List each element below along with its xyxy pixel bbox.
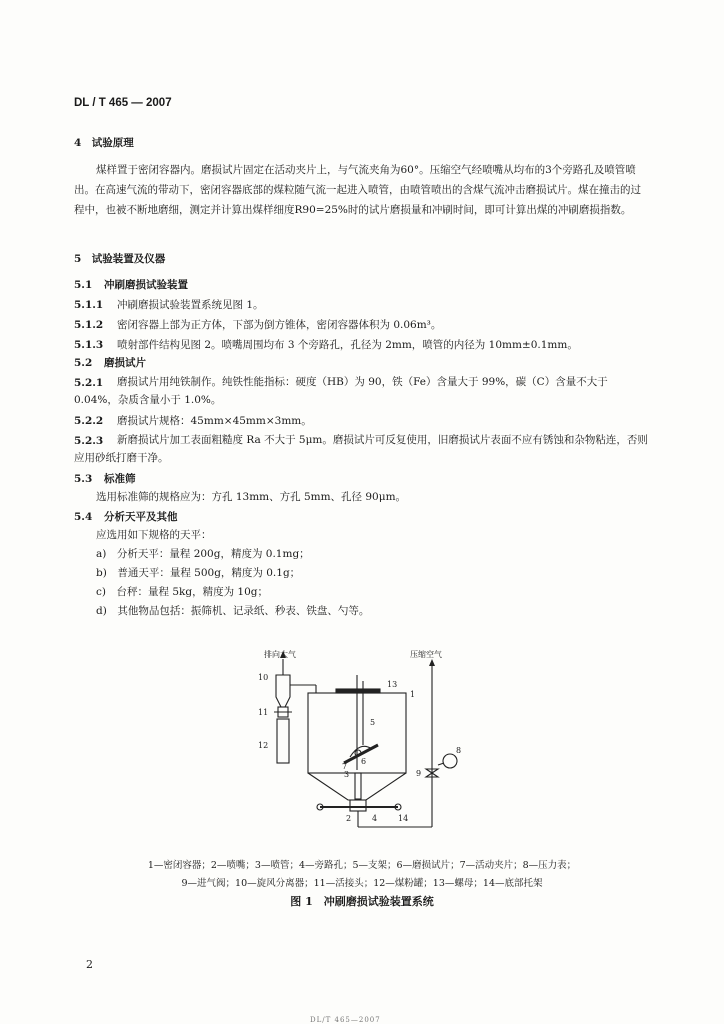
part-number-1: 1 — [410, 690, 416, 699]
page-number: 2 — [86, 958, 93, 971]
part-number-13: 13 — [387, 680, 398, 689]
nozzle-shape — [350, 800, 366, 811]
part-number-5: 5 — [370, 718, 376, 727]
part-number-9: 9 — [416, 769, 422, 778]
part-number-14: 14 — [398, 814, 409, 823]
nut-plate-shape — [336, 689, 380, 693]
list-item-a: a) 分析天平：量程 200g，精度为 0.1mg； — [96, 548, 310, 560]
section-5-3-number: 5.3 — [74, 473, 93, 485]
section-5-1-title: 冲刷磨损试验装置 — [104, 279, 188, 291]
part-number-10: 10 — [258, 673, 269, 682]
figure-1-diagram — [250, 645, 480, 850]
figure-legend-line-1: 1—密闭容器；2—喷嘴；3—喷管；4—旁路孔；5—支架；6—磨损试片；7—活动夹片；8—压力表； — [147, 860, 577, 871]
section-4-title: 4 试验原理 — [74, 137, 134, 149]
section-5-2-number: 5.2 — [74, 357, 93, 369]
label-exhaust: 排向大气 — [264, 650, 296, 659]
part-number-7: 7 — [342, 762, 348, 771]
section-4-paragraph: 煤样置于密闭容器内。磨损试片固定在活动夹片上，与气流夹角为60°。压缩空气经喷嘴从均布的3个旁路孔及喷管喷出。在高速气流的带动下，密闭容器底部的煤粒随气流一起进入喷管，由喷管喷出的含煤气流冲击磨损试片。煤在撞击的过程中，也被不断地磨细，测定并计算出煤样细度R90=25%时的试片磨损量和冲刷时间，即可计算出煤的冲刷磨损指数。 — [74, 164, 641, 216]
clause-5-2-2-text: 磨损试片规格：45mm×45mm×3mm。 — [117, 415, 312, 427]
cyclone-separator-shape — [276, 675, 290, 707]
part-number-8: 8 — [456, 746, 462, 755]
part-number-3: 3 — [344, 770, 350, 779]
coal-tank-shape — [277, 719, 289, 763]
part-number-4: 4 — [372, 814, 378, 823]
section-5-4-intro: 应选用如下规格的天平： — [96, 529, 212, 541]
clause-5-2-2-number: 5.2.2 — [74, 415, 104, 427]
clause-5-1-1-text: 冲刷磨损试验装置系统见图 1。 — [117, 299, 264, 311]
section-5-2-title: 磨损试片 — [104, 357, 146, 369]
label-compressed-air: 压缩空气 — [410, 650, 442, 659]
part-number-12: 12 — [258, 741, 269, 750]
section-5-4-number: 5.4 — [74, 511, 93, 523]
document-id: DL / T 465 — 2007 — [74, 97, 172, 109]
clause-5-2-3-number: 5.2.3 — [74, 435, 104, 447]
part-number-2: 2 — [346, 814, 352, 823]
section-5-1-number: 5.1 — [74, 279, 93, 291]
list-item-b: b) 普通天平：量程 500g，精度为 0.1g； — [96, 567, 301, 579]
list-item-c: c) 台秤：量程 5kg，精度为 10g； — [96, 586, 268, 598]
section-5-4-title: 分析天平及其他 — [104, 511, 178, 523]
section-5-3-text: 选用标准筛的规格应为：方孔 13mm、方孔 5mm、孔径 90μm。 — [96, 491, 407, 503]
section-5-title: 5 试验装置及仪器 — [74, 253, 166, 265]
nozzle-tube-shape — [355, 773, 361, 799]
clause-5-1-1-number: 5.1.1 — [74, 299, 104, 311]
pressure-gauge-shape — [443, 754, 457, 768]
figure-caption: 图 1 冲刷磨损试验装置系统 — [290, 895, 434, 908]
footer-watermark: DL/T 465—2007 — [310, 1016, 381, 1024]
part-number-6: 6 — [361, 757, 367, 766]
clause-5-1-2-text: 密闭容器上部为正方体，下部为倒方锥体，密闭容器体积为 0.06m³。 — [117, 319, 442, 331]
air-arrow-icon — [429, 659, 435, 666]
clause-5-1-3-text: 喷射部件结构见图 2。喷嘴周围均布 3 个旁路孔，孔径为 2mm，喷管的内径为 10mm±0.1mm。 — [117, 339, 578, 351]
clause-5-2-3-text: 新磨损试片加工表面粗糙度 Ra 不大于 5μm。磨损试片可反复使用，旧磨损试片表面不应有锈蚀和杂物粘连，否则应用砂纸打磨干净。 — [74, 434, 648, 464]
list-item-d: d) 其他物品包括：振筛机、记录纸、秒表、铁盘、勺等。 — [96, 605, 370, 617]
clause-5-2-1-text: 磨损试片用纯铁制作。纯铁性能指标：硬度（HB）为 90，铁（Fe）含量大于 99%，碳（C）含量不大于 0.04%，杂质含量小于 1.0%。 — [74, 376, 608, 406]
section-5-3-title: 标准筛 — [104, 473, 136, 485]
container-cone-shape — [308, 773, 406, 800]
part-number-11: 11 — [258, 708, 269, 717]
apparatus-schematic — [250, 645, 480, 850]
clause-5-2-1-number: 5.2.1 — [74, 377, 104, 389]
clause-5-1-3-number: 5.1.3 — [74, 339, 104, 351]
clause-5-1-2-number: 5.1.2 — [74, 319, 104, 331]
figure-legend-line-2: 9—进气阀；10—旋风分离器；11—活接头；12—煤粉罐；13—螺母；14—底部托架 — [181, 878, 543, 889]
